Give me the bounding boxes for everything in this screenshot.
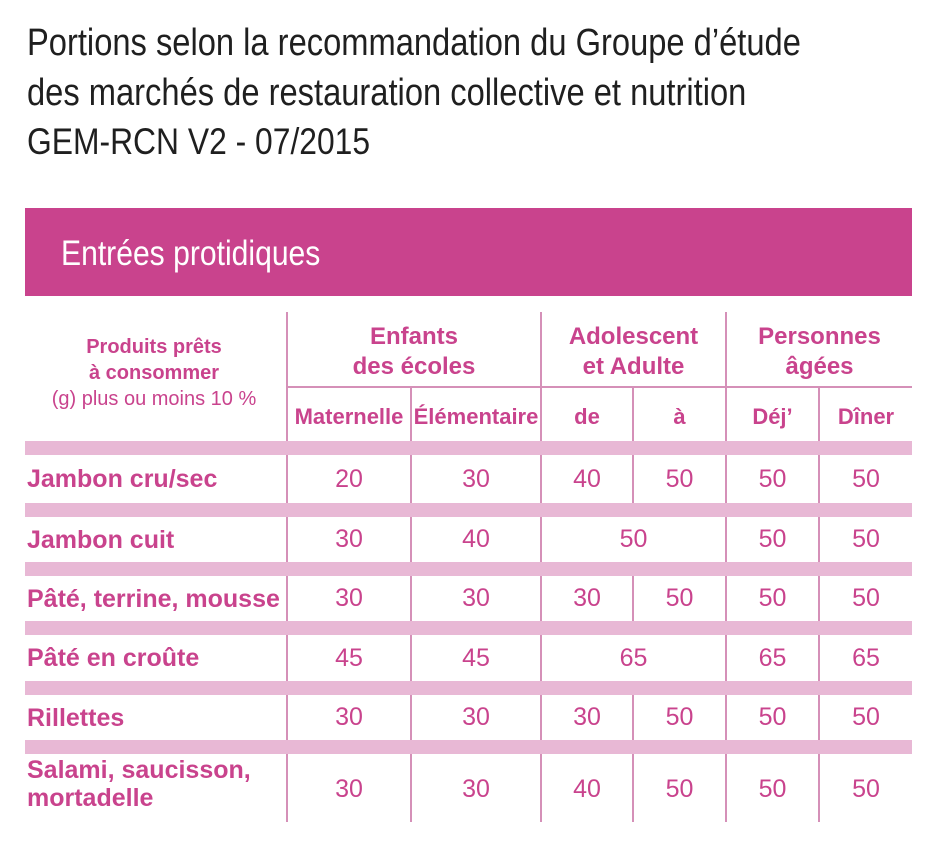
cell-elementaire: 40	[462, 525, 490, 553]
header-divider	[286, 386, 912, 388]
cell-a: 50	[665, 774, 694, 803]
cell-elementaire: 45	[462, 643, 490, 672]
row-separator	[25, 441, 912, 455]
cell-de: 30	[573, 703, 601, 731]
cell-maternelle: 30	[335, 774, 363, 803]
cell-elementaire: 30	[462, 464, 490, 493]
group-header-adult-line-2: et Adulte	[582, 353, 685, 380]
product-header-line-2: à consommer	[88, 362, 220, 384]
title-line-2: des marchés de restauration collective et nutrition	[27, 72, 747, 114]
title-line-1: Portions selon la recommandation du Groupe d’étude	[27, 22, 801, 64]
row-label-line-2: mortadelle	[27, 784, 154, 812]
product-header-line-3: (g) plus ou moins 10 %	[51, 388, 257, 410]
section-title: Entrées protidiques	[61, 234, 321, 273]
cell-dej: 50	[758, 774, 787, 803]
cell-diner: 50	[852, 525, 880, 553]
cell-dej: 50	[758, 464, 787, 493]
cell-maternelle: 30	[335, 703, 363, 731]
cell-elementaire: 30	[462, 774, 490, 803]
group-header-elderly-line-1: Personnes	[758, 323, 881, 350]
subheader-maternelle: Maternelle	[294, 404, 404, 429]
group-header-adult-line-1: Adolescent	[568, 323, 699, 350]
cell-diner: 50	[852, 584, 880, 612]
cell-a: 50	[665, 703, 694, 731]
cell-elementaire: 30	[462, 703, 490, 731]
subheader-elementaire: Élémentaire	[413, 404, 539, 429]
cell-dej: 50	[758, 584, 787, 612]
cell-maternelle: 45	[335, 643, 363, 672]
cell-diner: 50	[852, 703, 880, 731]
row-label: Pâté, terrine, mousse	[27, 584, 280, 613]
group-header-children	[288, 320, 540, 384]
cell-diner: 50	[852, 774, 880, 803]
cell-maternelle: 30	[335, 525, 363, 553]
row-label	[27, 756, 283, 822]
row-label: Jambon cru/sec	[27, 465, 218, 493]
group-header-children-line-1: Enfants	[369, 323, 458, 350]
group-header-children-line-2: des écoles	[352, 353, 476, 380]
row-separator	[25, 740, 912, 754]
row-label-line-1: Salami, saucisson,	[27, 756, 251, 784]
group-header-adult	[542, 320, 725, 384]
subheader-a: à	[673, 404, 686, 429]
row-separator	[25, 562, 912, 576]
subheader-de: de	[574, 404, 600, 429]
row-label: Jambon cuit	[27, 525, 175, 554]
product-header-line-1: Produits prêts	[86, 336, 222, 358]
cell-diner: 50	[852, 464, 880, 493]
cell-adult-merged: 65	[542, 635, 725, 681]
cell-dej: 50	[758, 703, 787, 731]
cell-maternelle: 30	[335, 584, 363, 612]
row-separator	[25, 621, 912, 635]
product-column-header	[25, 334, 283, 424]
title-line-3: GEM-RCN V2 - 07/2015	[27, 121, 371, 162]
cell-dej: 65	[758, 643, 787, 672]
cell-de: 40	[573, 774, 601, 803]
cell-de: 40	[573, 464, 601, 493]
cell-dej: 50	[758, 525, 787, 553]
cell-diner: 65	[852, 643, 880, 672]
cell-elementaire: 30	[462, 584, 490, 612]
row-label: Rillettes	[27, 703, 125, 732]
group-header-elderly-line-2: âgées	[785, 353, 854, 380]
subheader-dej: Déj’	[752, 404, 793, 429]
row-separator	[25, 681, 912, 695]
cell-adult-merged: 50	[542, 517, 725, 562]
cell-a: 50	[665, 464, 694, 493]
cell-maternelle: 20	[335, 464, 363, 493]
cell-de: 30	[573, 584, 601, 612]
subheader-diner: Dîner	[837, 404, 895, 429]
group-header-elderly	[727, 320, 912, 384]
cell-a: 50	[665, 584, 694, 612]
row-label: Pâté en croûte	[27, 644, 200, 672]
row-separator	[25, 503, 912, 517]
